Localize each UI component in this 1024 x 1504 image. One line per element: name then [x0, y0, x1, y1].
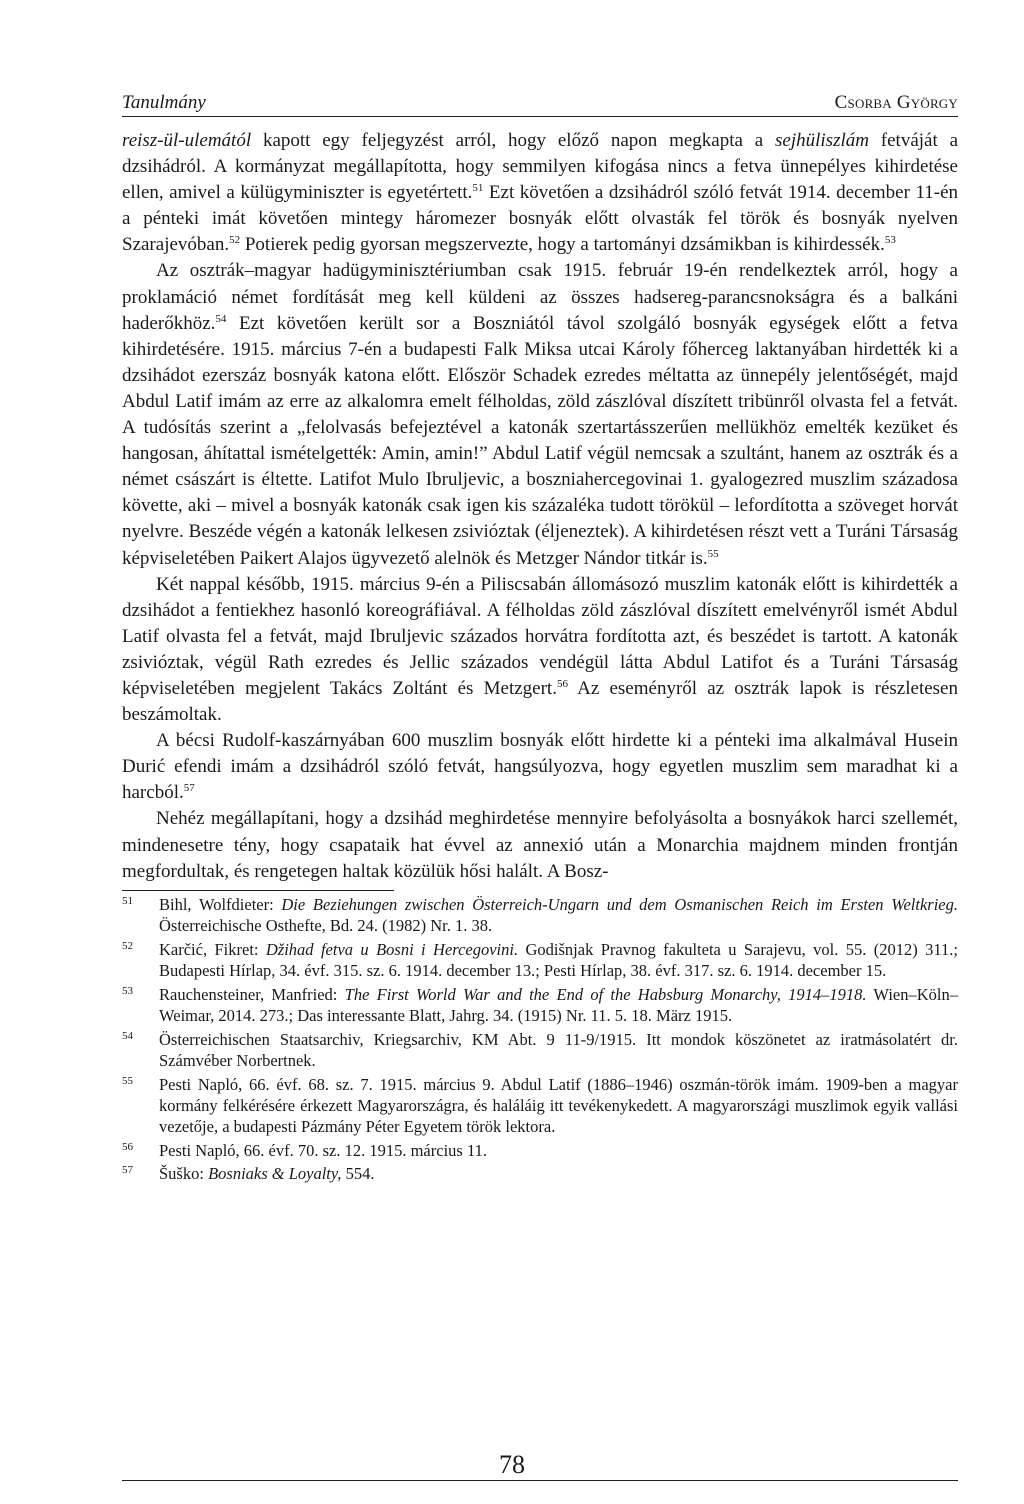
paragraph [122, 728, 958, 806]
footnote [122, 984, 958, 1026]
text-run: Österreichischen Staatsarchiv, Kriegsarchiv, KM Abt. 9 11-9/1915. Itt mondok köszönetet az iratmásolatért dr. Számvéber Norbertnek. [159, 1029, 958, 1070]
footnote [122, 1029, 958, 1071]
text-run: fetváját a dzsihádról. A kormányzat megállapította, hogy semmilyen kifogása nincs a fetva ünnepélyes kihirdetése ellen, amivel a külügyminiszter is egyetértett. [122, 130, 959, 204]
text-run: Nehéz megállapítani, hogy a dzsihád meghirdetése mennyire befolyásolta a bosnyákok harci szellemét, mindenesetre tény, hogy csapataik hat évvel az annexió után a Monarchia majdnem minden frontján megfordultak, és rengetegen haltak közülük hősi halált. A Bosz- [122, 808, 958, 882]
text-run: kapott egy feljegyzést arról, hogy előző napon megkapta a [251, 130, 776, 151]
footnote-number: 56 [122, 1140, 133, 1153]
text-run: Pesti Napló, 66. évf. 70. sz. 12. 1915. március 11. [159, 1140, 487, 1160]
footnote-ref: 53 [884, 234, 896, 247]
text-run: Godišnjak Pravnog fakulteta u Sarajevu, vol. 55. (2012) 311.; Budapesti Hírlap, 34. évf. 315. sz. 6. 1914. december 13.; Pesti Hírlap, 38. évf. 317. sz. 6. 1914. december 15. [159, 939, 959, 981]
footnote-number: 51 [122, 895, 133, 907]
paragraph [122, 806, 958, 884]
text-run: Bihl, Wolfdieter: [159, 895, 282, 914]
running-head-author: Csorba György [834, 92, 958, 113]
paragraph [122, 128, 958, 258]
text-run: A bécsi Rudolf-kaszárnyában 600 muszlim bosnyák előtt hirdette ki a pénteki ima alkalmával Husein Durić efendi imám a dzsihádról szóló fetvát, hangsúlyozva, hogy egyetlen muszlim sem maradhat ki a harcból. [122, 730, 958, 804]
italic-text: Die Beziehungen zwischen Österreich-Ungarn und dem Osmanischen Reich im Ersten Weltkrieg. [281, 895, 958, 914]
footnote [122, 1074, 958, 1138]
text-run: Ezt követően a dzsihádról szóló fetvát 1914. december 11-én a pénteki imát követően mintegy háromezer bosnyák előtt olvasták fel török és bosnyák nyelven Szarajevóban. [122, 182, 959, 256]
footnote-number: 54 [122, 1029, 133, 1042]
body-text [122, 128, 958, 885]
paragraph [122, 572, 958, 729]
footnote-separator [122, 890, 394, 891]
paragraph [122, 258, 958, 571]
text-run: Šuško: [159, 1164, 209, 1184]
text-run: Pesti Napló, 66. évf. 68. sz. 7. 1915. március 9. Abdul Latif (1886–1946) oszmán-török imám. 1909-ben a magyar kormány felkérésére érkezett Magyarországra, és haláláig itt tevékenykedett. A magyarországi muszlimok egyik vallási vezetője, a budapesti Pázmány Péter Egyetem török lektora. [159, 1074, 958, 1137]
italic-text: The First World War and the End of the Habsburg Monarchy, 1914–1918. [344, 984, 867, 1004]
footnote [122, 1163, 958, 1184]
running-head-section: Tanulmány [122, 92, 206, 113]
footnote-ref: 54 [215, 312, 227, 325]
text-run: Ezt követően került sor a Boszniától távol szolgáló bosnyák egységek előtt a fetva kihirdetésére. 1915. március 7-én a budapesti Falk Miksa utcai Károly főherceg laktanyában hirdették ki a dzsihádot ezerszáz bosnyák katona előtt. Először Schadek ezredes méltatta az ünnepély jelentőségét, majd Abdul Latif imám az erre az alkalomra emelt félholdas, zöld zászlóval díszített tribünről olvasta fel a fetvát. A tudósítás szerint a „felolvasás befejeztével a katonák szertartásszerűen mellükhöz emelték kezüket és hangosan, áhítattal ismételgették: Amin, amin!” Abdul Latif végül nemcsak a szultánt, hanem az osztrák és a német császárt is éltette. Latifot Mulo Ibruljevic, a boszniаhercegovinai 1. gyalogezred muszlim századosa követte, aki – mivel a bosnyák katonák csak igen kis százaléka tudott törökül – lefordította a szöveget horvát nyelvre. Beszéde végén a katonák lelkesen zsivióztak (éljeneztek). A kihirdetésen részt vett a Turáni Társaság képviseletében Paikert Alajos ügyvezető alelnök és Metzger Nándor titkár is. [122, 312, 958, 569]
text-run: Az osztrák–magyar hadügyminisztériumban csak 1915. február 19-én rendelkeztek arról, hogy a proklamáció német fordítását meg kell küldeni az összes hadsereg-parancsnokságra és a balkáni haderőkhöz. [122, 260, 958, 334]
footnotes [122, 894, 958, 1187]
italic-text: reisz-ül-ulemától [122, 130, 252, 151]
text-run: Österreichische Osthefte, Bd. 24. (1982) Nr. 1. 38. [159, 916, 493, 936]
footnote-ref: 52 [229, 234, 241, 247]
footnote-number: 55 [122, 1074, 133, 1087]
page-number: 78 [499, 1450, 525, 1479]
footnote-number: 57 [122, 1164, 133, 1177]
footnote-number: 53 [122, 984, 133, 997]
italic-text: sejhüliszlám [775, 130, 869, 151]
footnote-ref: 55 [707, 547, 719, 560]
text-run: Rauchensteiner, Manfried: [159, 984, 345, 1004]
text-run: Potierek pedig gyorsan megszervezte, hogy a tartományi dzsámikban is kihirdessék. [240, 234, 885, 256]
footnote [122, 1140, 958, 1161]
footnote [122, 894, 958, 936]
text-run: Két nappal később, 1915. március 9-én a Piliscsabán állomásozó muszlim katonák előtt is kihirdették a dzsihádot a fentiekhez hasonló koreográfiával. A félholdas zöld zászlóval díszített emelvényről ismét Abdul Latif olvasta fel a fetvát, majd Ibruljevic százados horvátra fordította azt, és beszédet is tartott. A katonák zsivióztak, végül Rath ezredes és Jellic százados vendégül látta Abdul Latifot és a Turáni Társaság képviseletében megjelent Takács Zoltánt és Metzgert. [122, 573, 958, 699]
bottom-rule [122, 1480, 958, 1481]
footnote-number: 52 [122, 939, 133, 952]
footnote [122, 939, 958, 981]
text-run: Az eseményről az osztrák lapok is részletesen beszámoltak. [122, 677, 958, 726]
italic-text: Džihad fetva u Bosni i Hercegovini. [265, 939, 519, 959]
text-run: Wien–Köln–Weimar, 2014. 273.; Das interessante Blatt, Jahrg. 34. (1915) Nr. 11. 5. 18. März 1915. [159, 984, 959, 1026]
footnote-ref: 57 [183, 782, 195, 795]
text-run: 554. [341, 1164, 375, 1184]
text-run: Karčić, Fikret: [159, 939, 266, 959]
footnote-ref: 56 [556, 677, 568, 690]
italic-text: Bosniaks & Loyalty, [208, 1164, 342, 1184]
running-head [122, 92, 958, 117]
footnote-ref: 51 [472, 182, 484, 195]
